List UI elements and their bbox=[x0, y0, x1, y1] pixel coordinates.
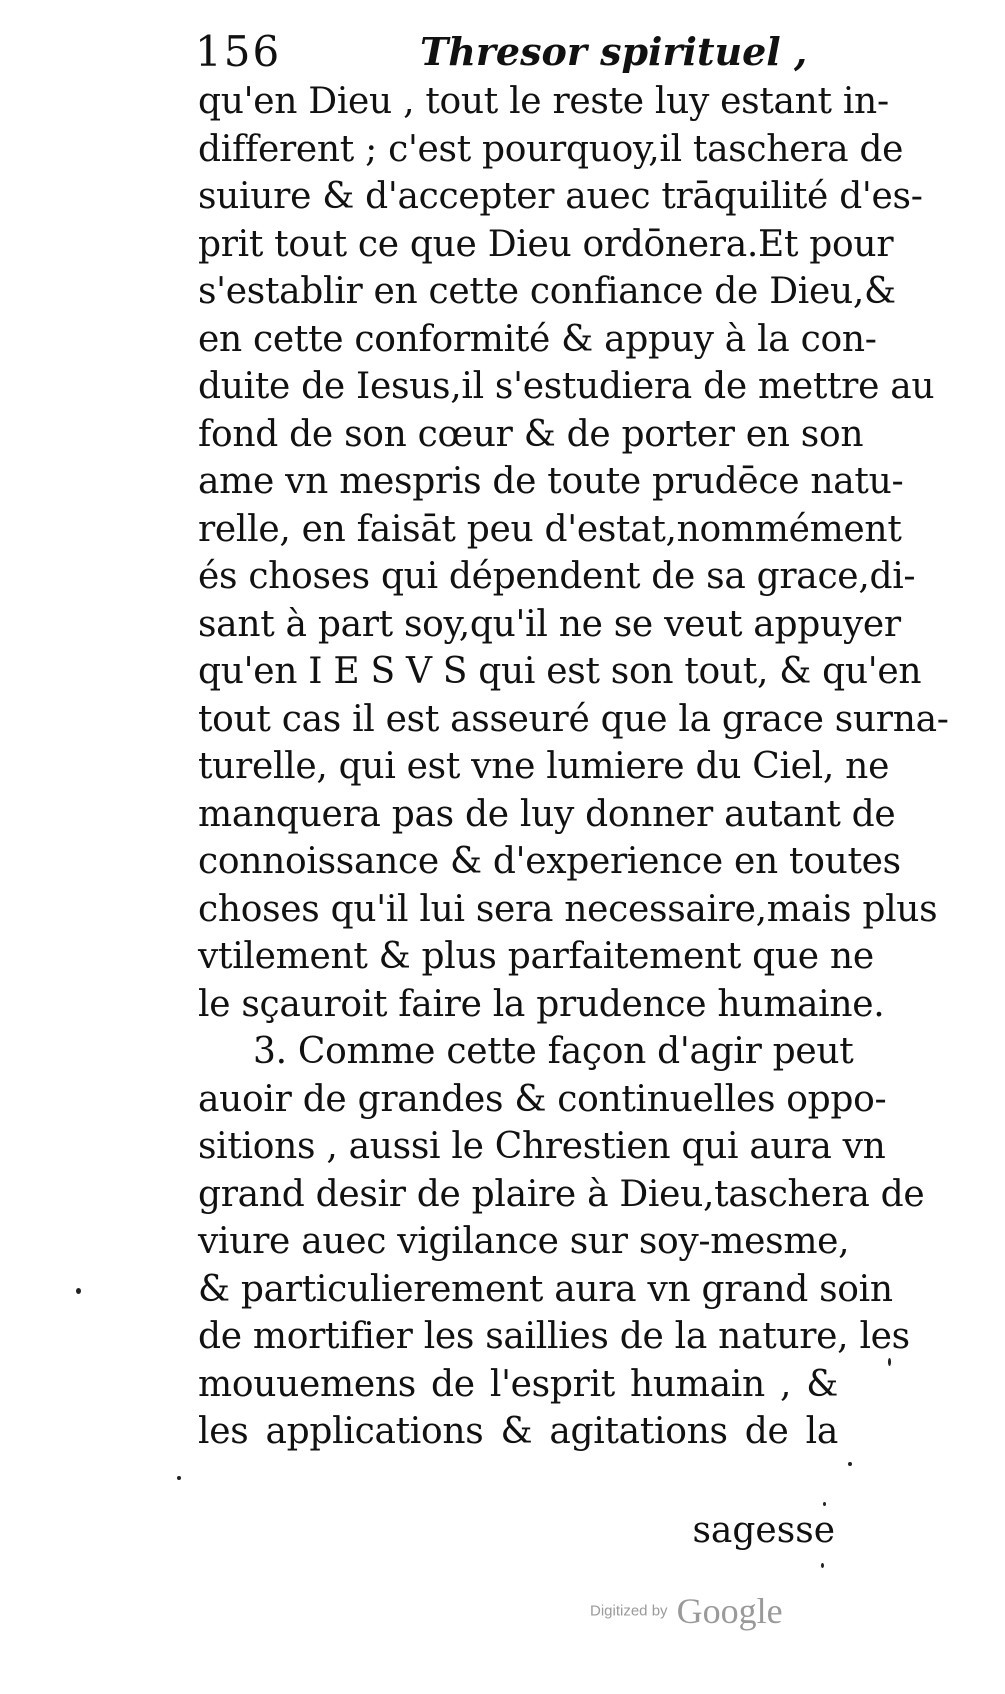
ink-speck bbox=[848, 1462, 852, 1466]
ink-speck bbox=[76, 1288, 81, 1294]
text-line: prit tout ce que Dieu ordōnera.Et pour bbox=[198, 223, 894, 265]
text-line: ame vn mespris de toute prudēce natu- bbox=[198, 461, 904, 502]
text-line: sant à part soy,qu'il ne se veut appuyer bbox=[198, 603, 901, 645]
page-header bbox=[195, 22, 835, 82]
google-logo: Google bbox=[676, 1591, 783, 1631]
text-line: s'establir en cette confiance de Dieu,& bbox=[198, 271, 896, 312]
text-line: és choses qui dépendent de sa grace,di- bbox=[198, 556, 916, 597]
paragraph-start-line: 3. Comme cette façon d'agir peut bbox=[253, 1031, 854, 1072]
ink-speck bbox=[177, 1476, 181, 1480]
text-line: choses qu'il lui sera necessaire,mais plus bbox=[198, 888, 938, 930]
text-line: fond de son cœur & de porter en son bbox=[198, 413, 864, 455]
text-line: de mortifier les saillies de la nature, les bbox=[198, 1316, 910, 1357]
text-line: suiure & d'accepter auec trāquilité d'es- bbox=[198, 176, 923, 217]
text-line: duite de Iesus,il s'estudiera de mettre au bbox=[198, 366, 935, 407]
watermark-prefix: Digitized by bbox=[590, 1602, 668, 1620]
text-line: connoissance & d'experience en toutes bbox=[198, 841, 901, 882]
digitization-watermark bbox=[590, 1590, 783, 1632]
text-line: sitions , aussi le Chrestien qui aura vn bbox=[198, 1126, 886, 1167]
text-line: les applications & agitations de la bbox=[198, 1411, 838, 1452]
text-line: & particulierement aura vn grand soin bbox=[198, 1268, 893, 1310]
text-line: viure auec vigilance sur soy-mesme, bbox=[198, 1221, 850, 1262]
text-line: grand desir de plaire à Dieu,taschera de bbox=[198, 1173, 925, 1215]
catchword: sagesse bbox=[692, 1510, 835, 1551]
page-number: 156 bbox=[195, 27, 282, 76]
text-line: qu'en I E S V S qui est son tout, & qu'en bbox=[198, 651, 922, 692]
text-line: turelle, qui est vne lumiere du Ciel, ne bbox=[198, 746, 890, 787]
text-line: different ; c'est pourquoy,il taschera de bbox=[198, 128, 904, 170]
text-line: le sçauroit faire la prudence humaine. bbox=[198, 983, 885, 1025]
text-line: auoir de grandes & continuelles oppo- bbox=[198, 1078, 887, 1120]
running-title: Thresor spirituel , bbox=[420, 29, 808, 74]
ink-speck bbox=[821, 1563, 824, 1568]
text-line: vtilement & plus parfaitement que ne bbox=[198, 936, 874, 977]
text-line: qu'en Dieu , tout le reste luy estant in- bbox=[198, 81, 889, 122]
ink-speck bbox=[823, 1502, 826, 1506]
ink-speck bbox=[888, 1358, 891, 1366]
text-line: mouuemens de l'esprit humain , & bbox=[198, 1363, 838, 1405]
text-line: relle, en faisāt peu d'estat,nommément bbox=[198, 508, 902, 550]
text-line: tout cas il est asseuré que la grace surna- bbox=[198, 698, 949, 740]
text-line: manquera pas de luy donner autant de bbox=[198, 793, 896, 835]
text-line: en cette conformité & appuy à la con- bbox=[198, 318, 877, 360]
body-text bbox=[198, 78, 949, 1456]
